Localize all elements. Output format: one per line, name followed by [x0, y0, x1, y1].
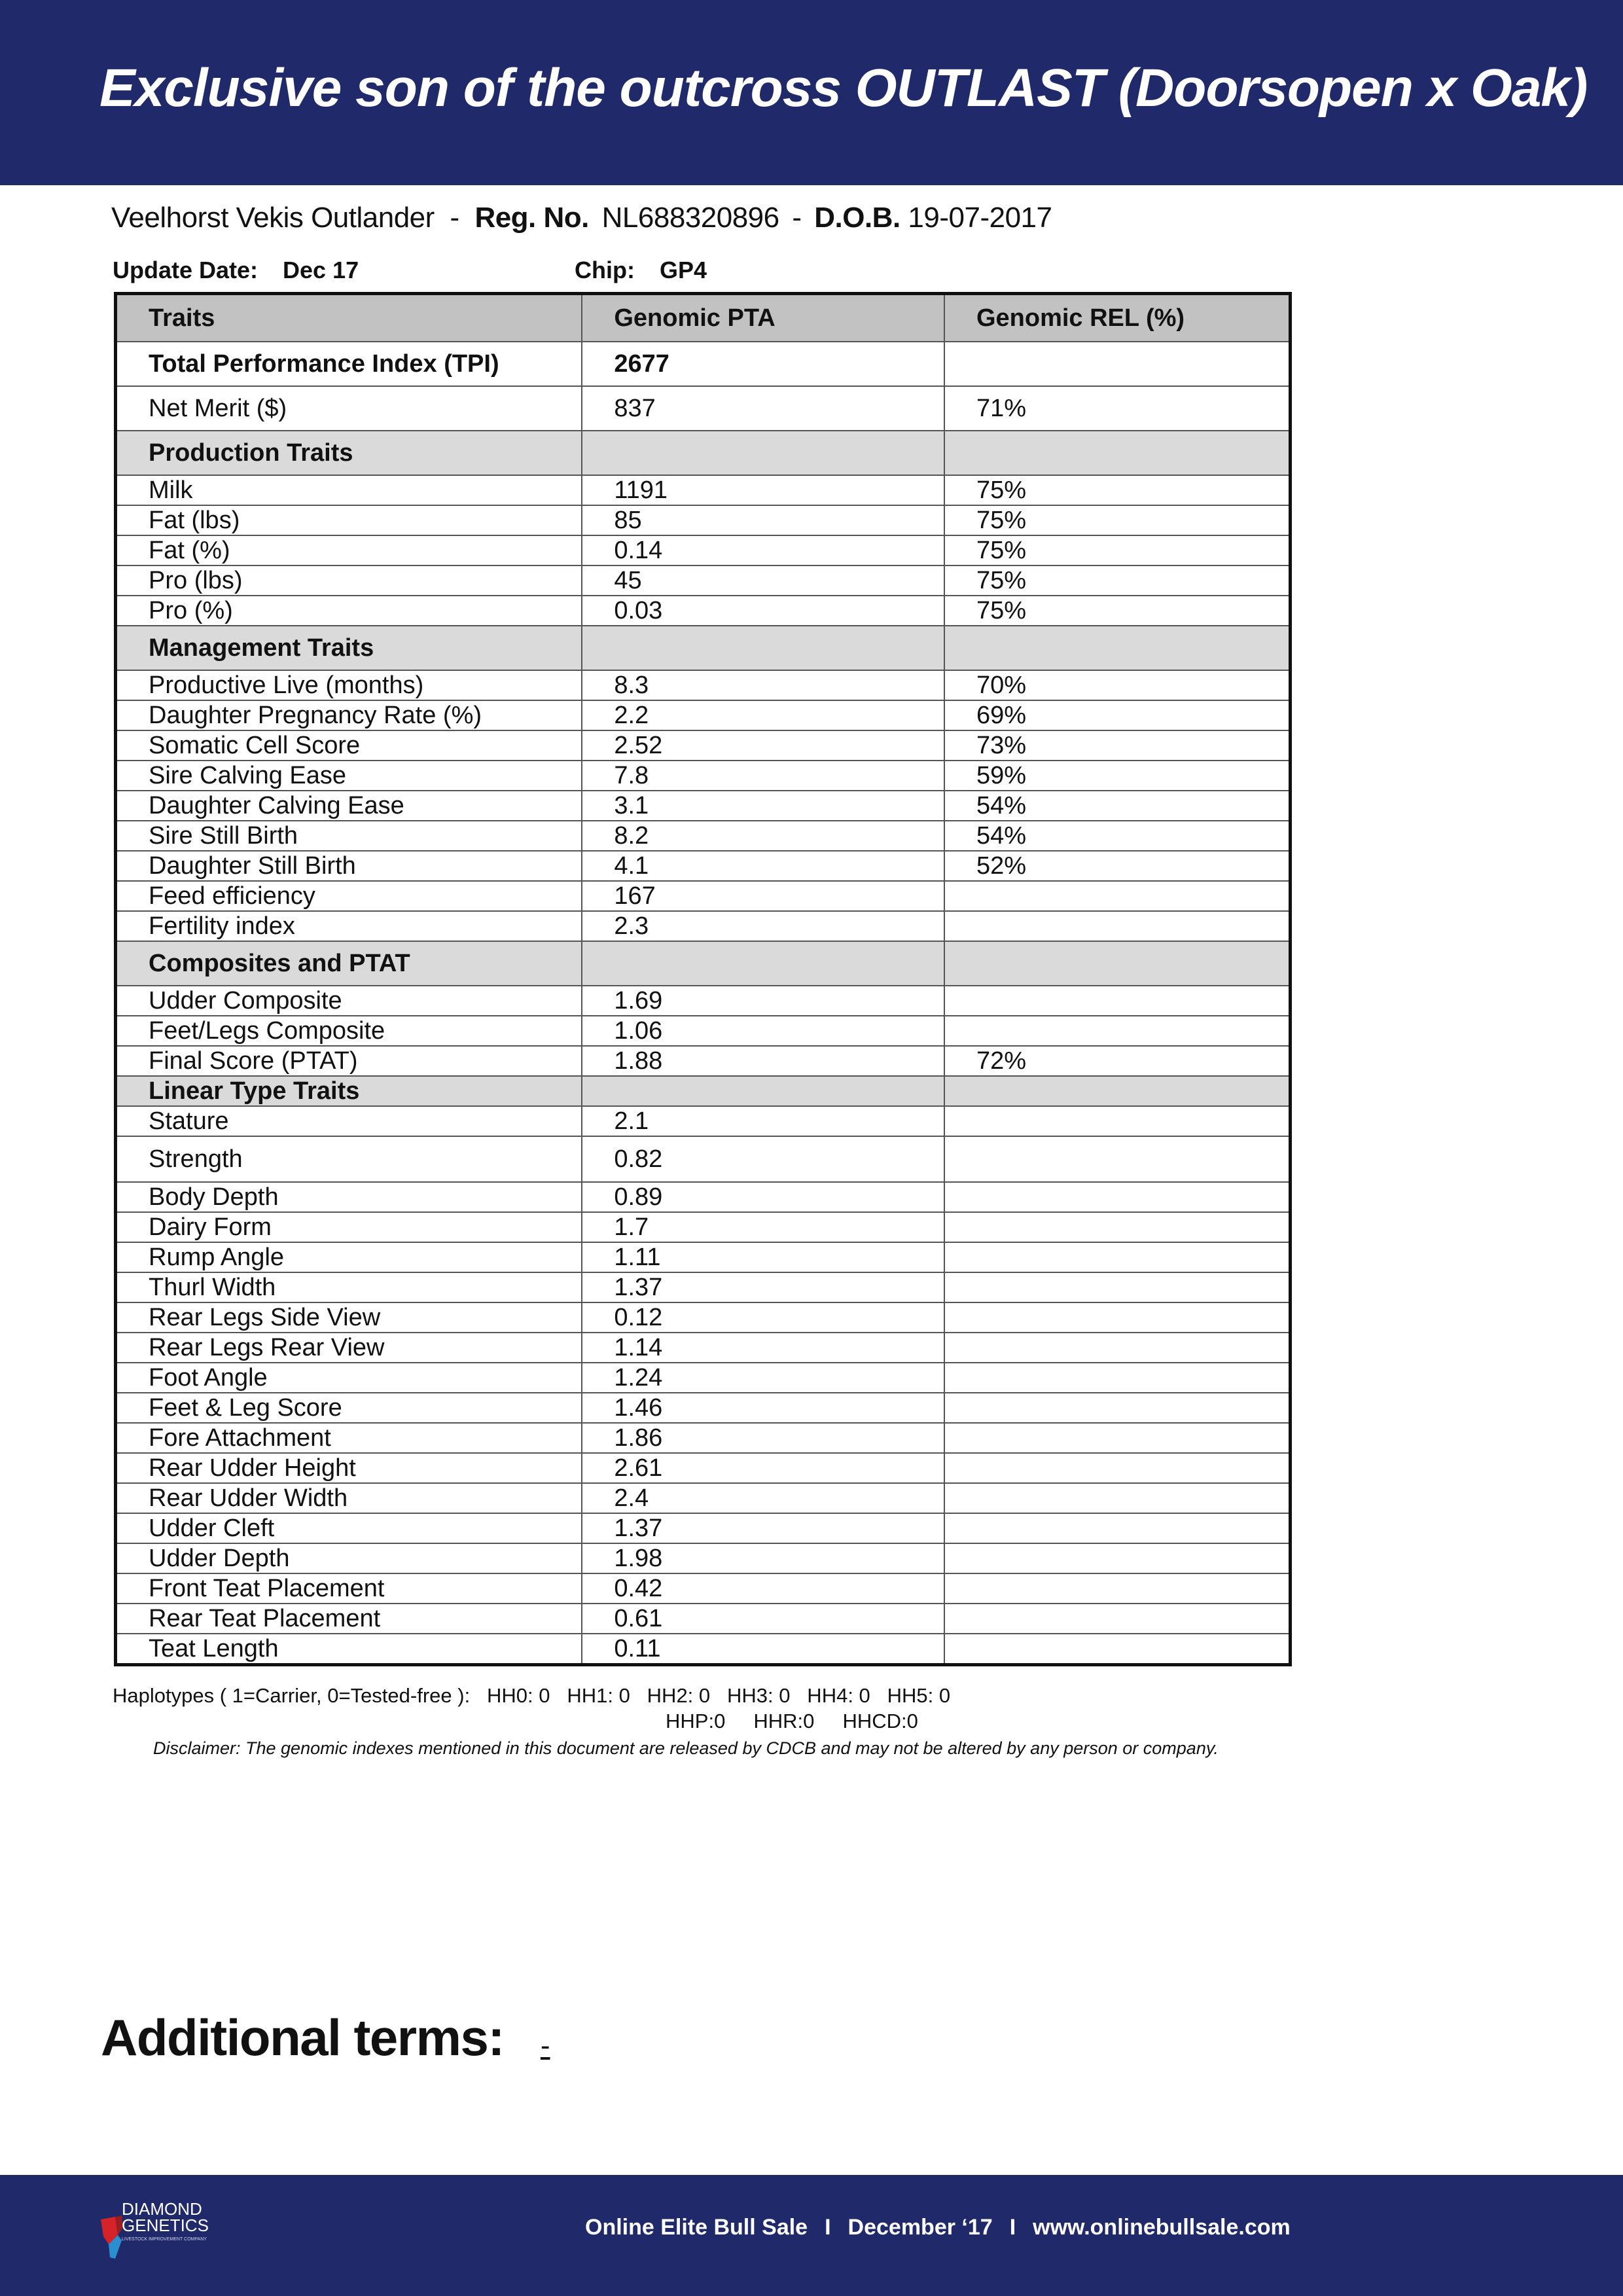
trait-pta: 1.37: [582, 1513, 944, 1543]
section-title: Production Traits: [116, 431, 582, 475]
section-title: Management Traits: [116, 626, 582, 670]
header-banner: [0, 0, 1623, 185]
separator: -: [792, 202, 802, 234]
update-date-value: Dec 17: [283, 257, 359, 283]
trait-name: Body Depth: [116, 1182, 582, 1212]
table-row: [116, 1212, 1291, 1242]
trait-pta: 837: [582, 386, 944, 431]
table-row: [116, 565, 1291, 596]
logo-line-1: DIAMOND: [122, 2199, 202, 2219]
trait-name: Rear Legs Side View: [116, 1302, 582, 1333]
bull-name: Veelhorst Vekis Outlander: [111, 202, 435, 234]
trait-name: Rear Udder Height: [116, 1453, 582, 1483]
trait-rel: 75%: [944, 505, 1291, 535]
trait-name: Udder Cleft: [116, 1513, 582, 1543]
trait-rel: [944, 1136, 1291, 1182]
trait-rel: [944, 911, 1291, 941]
section-title: Composites and PTAT: [116, 941, 582, 986]
trait-name: Rump Angle: [116, 1242, 582, 1272]
section-header-row: [116, 1076, 1291, 1106]
table-row: [116, 911, 1291, 941]
disclaimer: Disclaimer: The genomic indexes mentioned in this document are released by CDCB and may not be altered by any person or company.: [153, 1738, 1219, 1758]
trait-rel: 75%: [944, 565, 1291, 596]
trait-pta: 0.61: [582, 1604, 944, 1634]
trait-pta: 2.3: [582, 911, 944, 941]
table-row: [116, 670, 1291, 700]
trait-name: Feet/Legs Composite: [116, 1016, 582, 1046]
sale-name: Online Elite Bull Sale: [585, 2215, 808, 2240]
additional-terms-value: -: [540, 2030, 550, 2062]
table-row: [116, 1333, 1291, 1363]
website-link[interactable]: www.onlinebullsale.com: [1033, 2215, 1291, 2240]
table-row: [116, 1272, 1291, 1302]
dob-label: D.O.B.: [814, 202, 901, 234]
table-row: [116, 596, 1291, 626]
trait-pta: 2.61: [582, 1453, 944, 1483]
column-header: Traits: [116, 294, 582, 342]
trait-rel: [944, 1182, 1291, 1212]
trait-pta: 0.89: [582, 1182, 944, 1212]
trait-pta: 1.86: [582, 1423, 944, 1453]
trait-pta: 8.2: [582, 821, 944, 851]
trait-name: Sire Calving Ease: [116, 761, 582, 791]
table-row: [116, 1634, 1291, 1665]
section-header-row: [116, 941, 1291, 986]
table-row: [116, 1604, 1291, 1634]
trait-name: Daughter Still Birth: [116, 851, 582, 881]
trait-pta: 1.98: [582, 1543, 944, 1573]
trait-name: Stature: [116, 1106, 582, 1136]
trait-rel: [944, 1106, 1291, 1136]
table-row: [116, 1016, 1291, 1046]
trait-rel: [944, 881, 1291, 911]
empty-cell: [944, 941, 1291, 986]
table-row: [116, 1423, 1291, 1453]
table-row-net-merit: [116, 386, 1291, 431]
trait-name: Udder Depth: [116, 1543, 582, 1573]
trait-pta: 2.52: [582, 730, 944, 761]
section-header-row: [116, 626, 1291, 670]
trait-rel: [944, 1393, 1291, 1423]
trait-name: Feed efficiency: [116, 881, 582, 911]
update-date: [113, 257, 359, 284]
trait-name: Thurl Width: [116, 1272, 582, 1302]
trait-name: Foot Angle: [116, 1363, 582, 1393]
trait-pta: 0.11: [582, 1634, 944, 1665]
table-row-tpi: [116, 342, 1291, 386]
table-row: [116, 1106, 1291, 1136]
trait-pta: 0.14: [582, 535, 944, 565]
trait-pta: 167: [582, 881, 944, 911]
table-row: [116, 986, 1291, 1016]
additional-terms: [101, 2008, 550, 2068]
trait-name: Teat Length: [116, 1634, 582, 1665]
trait-pta: 0.42: [582, 1573, 944, 1604]
table-row: [116, 1543, 1291, 1573]
trait-pta: 0.03: [582, 596, 944, 626]
section-title: Linear Type Traits: [116, 1076, 582, 1106]
trait-pta: 1.69: [582, 986, 944, 1016]
bull-identity-line: [111, 202, 1052, 234]
trait-rel: [944, 1634, 1291, 1665]
reg-number: NL688320896: [601, 202, 779, 234]
chip-label: Chip:: [575, 257, 635, 283]
haplotypes-line: Haplotypes ( 1=Carrier, 0=Tested-free ): HH0: 0 HH1: 0 HH2: 0 HH3: 0 HH4: 0 HH5: 0: [113, 1684, 951, 1707]
empty-cell: [944, 1076, 1291, 1106]
empty-cell: [582, 941, 944, 986]
table-row: [116, 1046, 1291, 1076]
empty-cell: [944, 431, 1291, 475]
column-header: Genomic PTA: [582, 294, 944, 342]
table-row: [116, 881, 1291, 911]
trait-pta: 1.11: [582, 1242, 944, 1272]
table-row: [116, 821, 1291, 851]
empty-cell: [582, 1076, 944, 1106]
trait-rel: [944, 1604, 1291, 1634]
trait-pta: 0.12: [582, 1302, 944, 1333]
trait-name: Final Score (PTAT): [116, 1046, 582, 1076]
footer-info: [585, 2215, 1291, 2240]
table-row: [116, 700, 1291, 730]
trait-pta: 85: [582, 505, 944, 535]
trait-name: Front Teat Placement: [116, 1573, 582, 1604]
trait-rel: [944, 1543, 1291, 1573]
additional-terms-label: Additional terms:: [101, 2009, 504, 2066]
trait-name: Daughter Pregnancy Rate (%): [116, 700, 582, 730]
trait-rel: [944, 1302, 1291, 1333]
trait-pta: 2.4: [582, 1483, 944, 1513]
trait-name: Sire Still Birth: [116, 821, 582, 851]
table-header-row: [116, 294, 1291, 342]
empty-cell: [944, 626, 1291, 670]
trait-name: Total Performance Index (TPI): [116, 342, 582, 386]
trait-pta: 1.37: [582, 1272, 944, 1302]
trait-pta: 8.3: [582, 670, 944, 700]
table-row: [116, 791, 1291, 821]
trait-rel: [944, 1016, 1291, 1046]
trait-rel: [944, 1573, 1291, 1604]
trait-rel: 75%: [944, 535, 1291, 565]
table-row: [116, 1182, 1291, 1212]
trait-name: Daughter Calving Ease: [116, 791, 582, 821]
trait-name: Fore Attachment: [116, 1423, 582, 1453]
trait-rel: 52%: [944, 851, 1291, 881]
logo-wordmark: [122, 2201, 209, 2234]
trait-name: Fat (lbs): [116, 505, 582, 535]
table-row: [116, 730, 1291, 761]
trait-rel: 75%: [944, 475, 1291, 505]
sale-date: December ‘17: [847, 2215, 993, 2240]
trait-rel: [944, 1363, 1291, 1393]
trait-rel: [944, 1242, 1291, 1272]
trait-pta: 1.14: [582, 1333, 944, 1363]
table-row: [116, 1573, 1291, 1604]
trait-name: Pro (%): [116, 596, 582, 626]
trait-rel: 73%: [944, 730, 1291, 761]
trait-pta: 45: [582, 565, 944, 596]
trait-rel: 72%: [944, 1046, 1291, 1076]
trait-pta: 2.2: [582, 700, 944, 730]
chip-value: GP4: [659, 257, 707, 283]
table-row: [116, 1483, 1291, 1513]
trait-name: Rear Udder Width: [116, 1483, 582, 1513]
table-row: [116, 761, 1291, 791]
trait-rel: 75%: [944, 596, 1291, 626]
trait-name: Net Merit ($): [116, 386, 582, 431]
trait-pta: 1.24: [582, 1363, 944, 1393]
trait-rel: 69%: [944, 700, 1291, 730]
logo-line-2: GENETICS: [122, 2215, 209, 2235]
table-row: [116, 505, 1291, 535]
trait-name: Rear Teat Placement: [116, 1604, 582, 1634]
trait-pta: 1.46: [582, 1393, 944, 1423]
empty-cell: [582, 431, 944, 475]
table-row: [116, 535, 1291, 565]
chip: [575, 257, 707, 284]
reg-label: Reg. No.: [474, 202, 589, 234]
trait-pta: 2.1: [582, 1106, 944, 1136]
logo-tagline: LIVESTOCK IMPROVEMENT COMPANY: [122, 2237, 207, 2242]
trait-rel: [944, 1272, 1291, 1302]
haplotypes-line-2: HHP:0 HHR:0 HHCD:0: [666, 1710, 918, 1732]
separator: I: [1009, 2215, 1016, 2240]
trait-rel: 54%: [944, 791, 1291, 821]
update-date-label: Update Date:: [113, 257, 259, 283]
trait-rel: 54%: [944, 821, 1291, 851]
table-row: [116, 851, 1291, 881]
trait-rel: [944, 1483, 1291, 1513]
trait-pta: 7.8: [582, 761, 944, 791]
trait-pta: 0.82: [582, 1136, 944, 1182]
trait-name: Feet & Leg Score: [116, 1393, 582, 1423]
trait-rel: [944, 1453, 1291, 1483]
trait-rel: [944, 986, 1291, 1016]
trait-rel: [944, 1513, 1291, 1543]
trait-name: Strength: [116, 1136, 582, 1182]
trait-name: Fat (%): [116, 535, 582, 565]
trait-rel: [944, 1212, 1291, 1242]
empty-cell: [582, 626, 944, 670]
trait-pta: 1.7: [582, 1212, 944, 1242]
trait-rel: [944, 1423, 1291, 1453]
page-title: Exclusive son of the outcross OUTLAST (Doorsopen x Oak): [99, 58, 1588, 118]
trait-pta: 3.1: [582, 791, 944, 821]
separator: I: [825, 2215, 831, 2240]
section-header-row: [116, 431, 1291, 475]
dob-value: 19-07-2017: [908, 202, 1052, 234]
trait-name: Pro (lbs): [116, 565, 582, 596]
trait-name: Dairy Form: [116, 1212, 582, 1242]
table-row: [116, 475, 1291, 505]
table-row: [116, 1136, 1291, 1182]
trait-rel: 70%: [944, 670, 1291, 700]
trait-name: Somatic Cell Score: [116, 730, 582, 761]
table-row: [116, 1513, 1291, 1543]
trait-name: Fertility index: [116, 911, 582, 941]
table-row: [116, 1302, 1291, 1333]
trait-rel: [944, 1333, 1291, 1363]
trait-pta: 1.06: [582, 1016, 944, 1046]
table-row: [116, 1363, 1291, 1393]
trait-pta: 1191: [582, 475, 944, 505]
table-row: [116, 1393, 1291, 1423]
trait-rel: 71%: [944, 386, 1291, 431]
trait-name: Milk: [116, 475, 582, 505]
trait-name: Productive Live (months): [116, 670, 582, 700]
column-header: Genomic REL (%): [944, 294, 1291, 342]
trait-name: Udder Composite: [116, 986, 582, 1016]
table-row: [116, 1453, 1291, 1483]
trait-pta: 2677: [582, 342, 944, 386]
trait-pta: 1.88: [582, 1046, 944, 1076]
separator: -: [450, 202, 459, 234]
trait-pta: 4.1: [582, 851, 944, 881]
genomic-traits-table: [114, 292, 1292, 1666]
trait-rel: [944, 342, 1291, 386]
trait-name: Rear Legs Rear View: [116, 1333, 582, 1363]
table-row: [116, 1242, 1291, 1272]
trait-rel: 59%: [944, 761, 1291, 791]
